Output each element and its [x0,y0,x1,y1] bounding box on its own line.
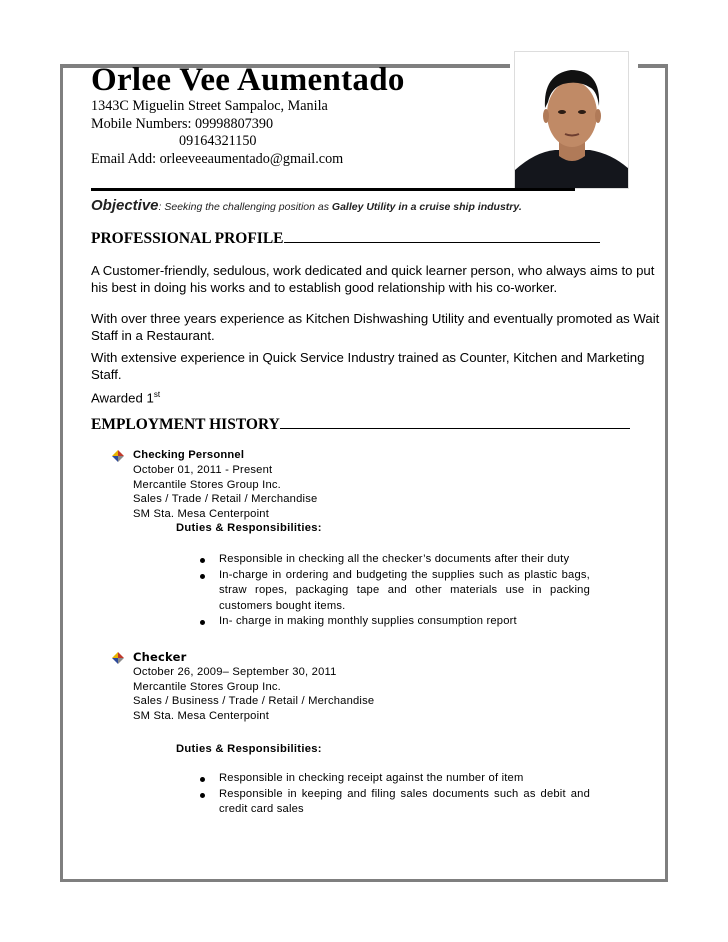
diamond-bullet-icon [112,450,124,462]
employment-heading [91,416,630,434]
contact-block [91,98,343,168]
list-item [200,787,590,818]
list-item [200,568,590,615]
bullet-dot-icon [200,574,205,579]
profile-paragraph-2: With over three years experience as Kitchen Dishwashing Utility and eventually promoted as Wait Staff in a Restaurant. [91,311,660,343]
job-company: Mercantile Stores Group Inc. [133,478,281,491]
objective-label: Objective [91,197,159,214]
bullet-dot-icon [200,558,205,563]
heading-rule [280,427,630,429]
profile-paragraph-3: With extensive experience in Quick Service Industry trained as Counter, Kitchen and Marketing Staff. [91,350,645,382]
duties-list [200,552,590,630]
duty-text: In- charge in making monthly supplies consumption report [219,615,517,628]
awarded-text: Awarded 1 [91,390,154,406]
duties-list [200,771,590,818]
job-title: Checking Personnel [133,449,245,461]
diamond-bullet-icon [112,652,124,664]
job-dates: October 01, 2011 - Present [133,463,273,476]
duties-label: Duties & Responsibilities: [176,743,322,755]
objective-position: Galley Utility in a cruise ship industry. [331,201,522,213]
job-title: Checker [133,650,187,664]
duty-text: Responsible in keeping and filing sales documents such as debit and credit card sales [219,787,590,816]
mobile-number: Mobile Numbers: 09998807390 [91,115,274,132]
objective-text: : Seeking the challenging position as [158,201,332,213]
awarded-superscript: st [153,390,161,399]
job-location: SM Sta. Mesa Centerpoint [133,710,270,723]
profile-paragraph-1: A Customer-friendly, sedulous, work dedicated and quick learner person, who always aims to put his best in doing his works and to establish good relationship with his co-worker. [91,263,655,295]
header-divider [91,188,575,191]
profile-photo [514,51,629,189]
bullet-dot-icon [200,793,205,798]
candidate-name: Orlee Vee Aumentado [91,62,405,98]
profile-heading [91,230,600,248]
mobile-number-2: 09164321150 [179,133,257,149]
job-entry [112,448,317,522]
duty-text: Responsible in checking receipt against the number of item [219,772,524,784]
job-location: SM Sta. Mesa Centerpoint [133,508,270,521]
objective-line [91,197,522,214]
bullet-dot-icon [200,777,205,782]
job-category: Sales / Trade / Retail / Merchandise [133,493,318,506]
list-item [200,552,590,568]
profile-heading-text: PROFESSIONAL PROFILE [91,230,284,247]
bullet-dot-icon [200,620,205,625]
list-item [200,771,590,787]
job-entry [112,650,374,724]
duty-text: In-charge in ordering and budgeting the supplies such as plastic bags, straw ropes, packaging tape and other materials use in packing customers bought items. [219,568,590,612]
email-address: Email Add: orleeveeaumentado@gmail.com [91,150,344,167]
list-item [200,614,590,630]
duties-label: Duties & Responsibilities: [176,522,322,534]
employment-heading-text: EMPLOYMENT HISTORY [91,416,280,433]
heading-rule [284,241,600,243]
address: 1343C Miguelin Street Sampaloc, Manila [91,98,328,114]
duty-text: Responsible in checking all the checker’s documents after their duty [219,553,570,565]
job-dates: October 26, 2009– September 30, 2011 [133,665,337,678]
job-company: Mercantile Stores Group Inc. [133,680,281,693]
job-category: Sales / Business / Trade / Retail / Merchandise [133,695,375,708]
profile-paragraph-4 [91,386,666,406]
